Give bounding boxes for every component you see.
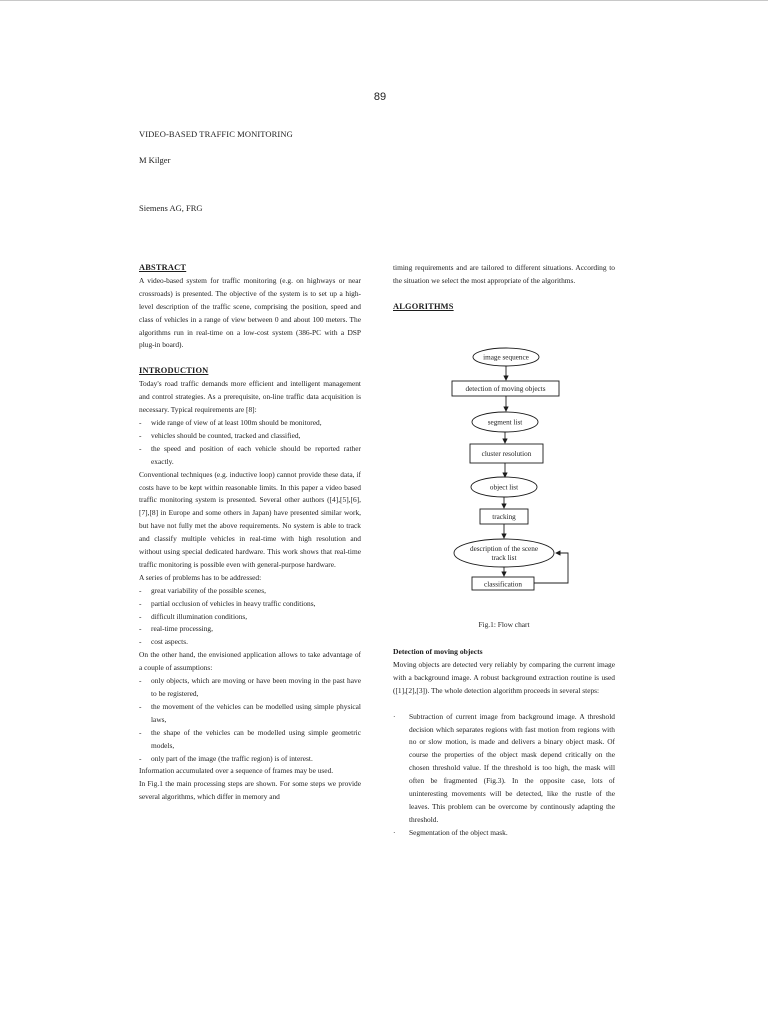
list-item: - the shape of the vehicles can be modelled using simple geometric models, xyxy=(139,727,361,753)
list-item: · Segmentation of the object mask. xyxy=(393,827,615,840)
right-column-top xyxy=(393,262,615,314)
intro-paragraph: Information accumulated over a sequence of frames may be used. xyxy=(139,766,334,776)
page-number: 89 xyxy=(373,91,387,103)
flow-label: description of the scene xyxy=(469,545,539,553)
right-column-lower xyxy=(393,646,615,840)
list-item: - wide range of view of at least 100m should be monitored, xyxy=(139,417,361,430)
flow-label: image sequence xyxy=(483,353,529,362)
intro-paragraph: Conventional techniques (e.g. inductive loop) cannot provide these data, if costs have to be kept within reasonable limits. In this paper a video based traffic monitoring system is presented. Several other authors ([4],[5],[6],[7],[8] in Europe and some others in Japan) have presented similar work, but have not fully met the above requirements. No system is able to track and classify multiple vehicles in real-time with high resolution and without using special dedicated hardware. This work shows that real-time traffic monitoring is possible even with general-purpose hardware. xyxy=(139,469,361,569)
assumptions-list xyxy=(139,675,361,765)
list-item: - vehicles should be counted, tracked and classified, xyxy=(139,430,361,443)
detection-heading: Detection of moving objects xyxy=(393,647,483,656)
list-item: - real-time processing, xyxy=(139,623,361,636)
flow-node-description xyxy=(454,539,554,567)
abstract-heading: ABSTRACT xyxy=(139,263,187,272)
introduction-heading: INTRODUCTION xyxy=(139,366,209,376)
continued-paragraph: timing requirements and are tailored to different situations. According to the situation we select the most appropriate of the algorithms. xyxy=(393,263,615,285)
flow-label: object list xyxy=(489,483,519,492)
flow-label: classification xyxy=(484,580,522,589)
flow-label: detection of moving objects xyxy=(465,385,546,393)
list-item: - only part of the image (the traffic region) is of interest. xyxy=(139,753,361,766)
list-item: - great variability of the possible scenes, xyxy=(139,585,361,598)
paper-author: M Kilger xyxy=(139,155,171,165)
flow-label: cluster resolution xyxy=(481,450,532,458)
abstract-text: A video-based system for traffic monitoring (e.g. on highways or near crossroads) is presented. The objective of the system is to set up a high-level description of the traffic scene, comprising the position, speed and class of vehicles in a range of view between 0 and about 100 meters. The algorithms run in real-time on a low-cost system (386-PC with a DSP plug-in board). xyxy=(139,275,361,350)
intro-paragraph: In Fig.1 the main processing steps are shown. For some steps we provide several algorithms, which differ in memory and xyxy=(139,779,361,802)
list-item: - the movement of the vehicles can be modelled using simple physical laws, xyxy=(139,701,361,727)
list-item: · Subtraction of current image from background image. A threshold decision which separates regions with fast motion from regions with no or slow motion, is made and delivers a binary object mask. Of course the properties of the object mask depend critically on the chosen threshold value. If the threshold is too high, the mask will often be fragmented (Fig.3). In the opposite case, lots of uninteresting movements will be detected, like the rustle of the leaves. This problem can be overcome by continously adapting the threshold. xyxy=(393,711,615,827)
detection-paragraph: Moving objects are detected very reliably by comparing the current image with a background image. A robust background extraction routine is used ([1],[2],[3]). The whole detection algorithm proceeds in several steps: xyxy=(393,659,615,695)
left-column xyxy=(139,262,361,804)
list-item: - the speed and position of each vehicle should be reported rather exactly. xyxy=(139,443,361,469)
intro-paragraph: On the other hand, the envisioned application allows to take advantage of a couple of assumptions: xyxy=(139,650,361,673)
intro-paragraph: Today's road traffic demands more efficient and intelligent management and control strategies. As a prerequisite, on-line traffic data acquisition is necessary. Typical requirements are [8]: xyxy=(139,379,361,415)
list-item: - difficult illumination conditions, xyxy=(139,611,361,624)
algorithms-heading: ALGORITHMS xyxy=(393,301,454,311)
paper-title: VIDEO-BASED TRAFFIC MONITORING xyxy=(139,129,293,139)
top-border-rule xyxy=(0,0,768,1)
flowchart-svg xyxy=(440,342,580,598)
flow-label: tracking xyxy=(492,513,516,521)
flow-label: segment list xyxy=(487,418,523,427)
list-item: - cost aspects. xyxy=(139,636,361,649)
flowchart-figure xyxy=(440,342,580,598)
requirements-list xyxy=(139,417,361,469)
figure-caption: Fig.1: Flow chart xyxy=(478,620,530,629)
detection-steps-list xyxy=(393,711,615,840)
problems-list xyxy=(139,585,361,650)
intro-paragraph: A series of problems has to be addressed: xyxy=(139,572,262,582)
list-item: - only objects, which are moving or have been moving in the past have to be registered, xyxy=(139,675,361,701)
list-item: - partial occlusion of vehicles in heavy traffic conditions, xyxy=(139,598,361,611)
flow-label: track list xyxy=(491,554,517,562)
author-affiliation: Siemens AG, FRG xyxy=(139,203,203,213)
